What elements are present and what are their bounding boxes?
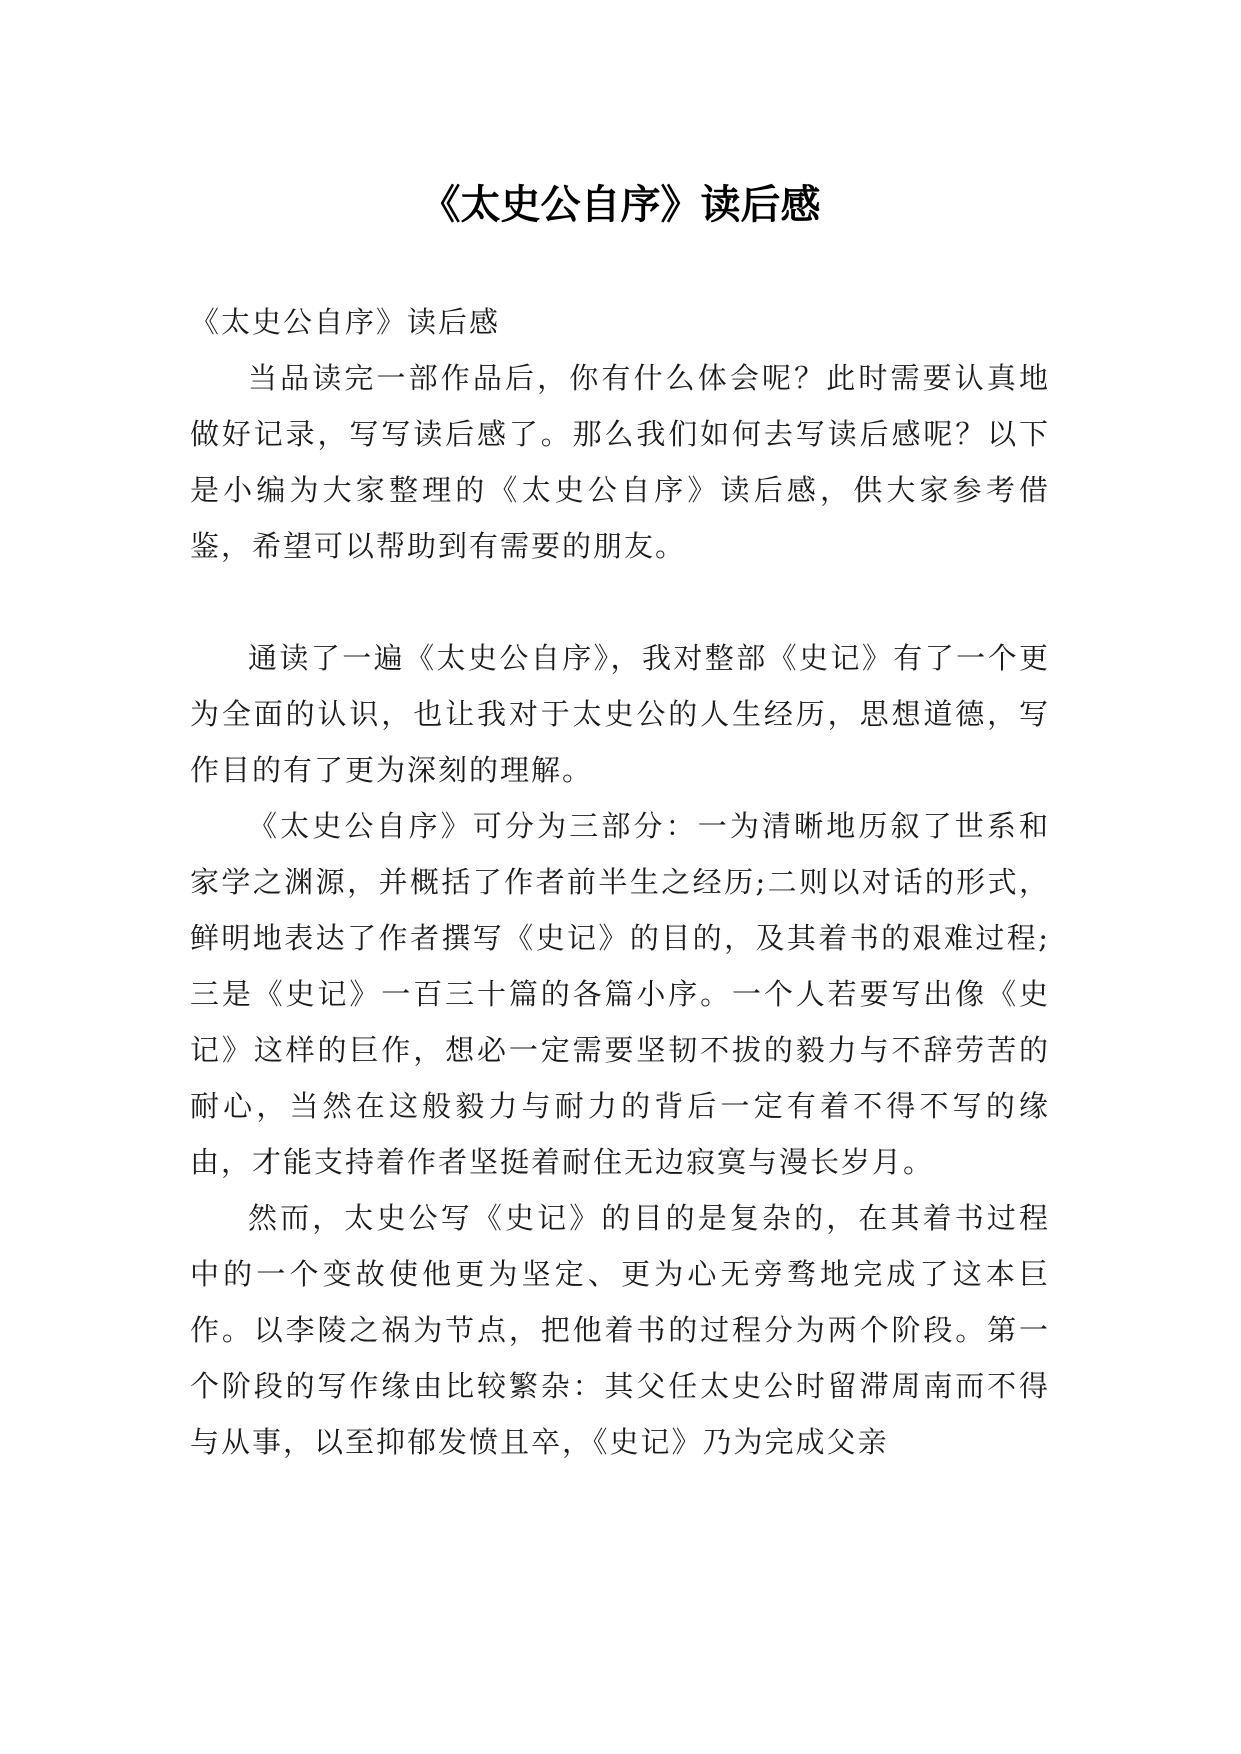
paragraph-1: 通读了一遍《太史公自序》，我对整部《史记》有了一个更为全面的认识，也让我对于太史公的人生经历，思想道德，写作目的有了更为深刻的理解。 — [190, 641, 1050, 787]
document-body — [190, 294, 1050, 1470]
paragraph-3: 然而，太史公写《史记》的目的是复杂的，在其着书过程中的一个变故使他更为坚定、更为心无旁骛地完成了这本巨作。以李陵之祸为节点，把他着书的过程分为两个阶段。第一个阶段的写作缘由比较繁杂：其父任太史公时留滞周南而不得与从事，以至抑郁发愤且卒，《史记》乃为完成父亲 — [190, 1201, 1050, 1459]
paragraph-2: 《太史公自序》可分为三部分：一为清晰地历叙了世系和家学之渊源，并概括了作者前半生之经历;二则以对话的形式，鲜明地表达了作者撰写《史记》的目的，及其着书的艰难过程;三是《史记》一百三十篇的各篇小序。一个人若要写出像《史记》这样的巨作，想必一定需要坚韧不拔的毅力与不辞劳苦的耐心，当然在这般毅力与耐力的背后一定有着不得不写的缘由，才能支持着作者坚挺着耐住无边寂寞与漫长岁月。 — [190, 809, 1050, 1179]
document-title: 《太史公自序》读后感 — [420, 181, 821, 228]
paragraph-intro: 当品读完一部作品后，你有什么体会呢？此时需要认真地做好记录，写写读后感了。那么我们如何去写读后感呢？以下是小编为大家整理的《太史公自序》读后感，供大家参考借鉴，希望可以帮助到有需要的朋友。 — [190, 361, 1050, 563]
document-subtitle: 《太史公自序》读后感 — [190, 305, 501, 339]
paragraph-spacer — [190, 574, 1050, 630]
